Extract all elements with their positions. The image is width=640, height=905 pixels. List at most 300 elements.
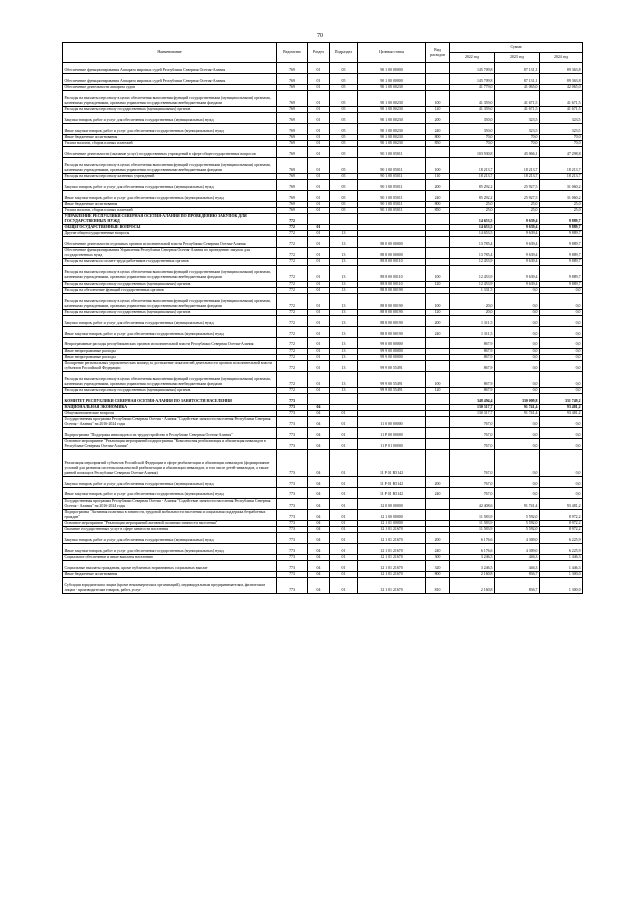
row-subsection: 01	[330, 561, 358, 572]
row-subsection: 13	[330, 281, 358, 287]
row-amount-2022: 13 785,4	[450, 237, 495, 248]
row-department: 769	[277, 123, 308, 134]
row-amount-2024: 9 889,7	[540, 281, 583, 287]
row-amount-2024: 8 972,2	[540, 527, 583, 533]
row-department: 769	[277, 201, 308, 207]
row-target-article: 12 1 00 00000	[358, 509, 426, 520]
table-row	[63, 498, 583, 509]
row-department: 769	[277, 106, 308, 112]
row-section: 01	[308, 157, 330, 173]
row-amount-2024: 25,0	[540, 201, 583, 207]
row-amount-2024: 0,0	[540, 388, 583, 394]
row-name: Основное мероприятие "Реализация мероприятий активной политики занятости населения"	[63, 520, 277, 526]
row-target-article: 88 8 00 00110	[358, 265, 426, 281]
row-name: Поощрение региональных управленческих команд за достижение показателей деятельности органов исполнительной власти субъектов Российской Федерации	[63, 360, 277, 371]
table-row	[63, 90, 583, 106]
row-section: 01	[308, 237, 330, 248]
row-target-article: 99 9 00 55491	[358, 388, 426, 394]
row-expense-type: 100	[426, 371, 450, 387]
row-name: Субсидии юридическим лицам (кроме некоммерческих организаций), индивидуальным предпринимателям, физическим лицам - производителям товаров, работ, услуг	[63, 577, 277, 593]
row-section: 01	[308, 84, 330, 90]
row-name: Оказание государственных услуг в сфере занятости населения	[63, 527, 277, 533]
row-target-article: 88 8 00 00190	[358, 293, 426, 309]
table-row	[63, 394, 583, 405]
row-amount-2024: 93 481,2	[540, 411, 583, 417]
row-section: 01	[308, 309, 330, 315]
table-row	[63, 157, 583, 173]
table-row	[63, 63, 583, 74]
row-amount-2023: 9 639,4	[495, 231, 540, 237]
row-subsection: 13	[330, 293, 358, 309]
row-amount-2022: 85 292,2	[450, 190, 495, 201]
row-target-article: 12 1 01 21670	[358, 577, 426, 593]
row-department: 769	[277, 146, 308, 157]
header-subsection: Подраздел	[330, 43, 358, 63]
row-target-article: 88 0 00 00000	[358, 237, 426, 248]
row-subsection: 05	[330, 180, 358, 191]
row-amount-2024: 0,0	[540, 371, 583, 387]
row-department: 772	[277, 287, 308, 293]
row-subsection: 01	[330, 533, 358, 544]
row-subsection: 01	[330, 476, 358, 487]
row-amount-2022: 11 583,9	[450, 527, 495, 533]
row-amount-2023: 87 131,1	[495, 63, 540, 74]
row-expense-type: 300	[426, 554, 450, 560]
row-section: 01	[308, 348, 330, 354]
row-amount-2023: 323,5	[495, 113, 540, 124]
row-amount-2024: 0,0	[540, 326, 583, 337]
row-name: Расходы на выплаты персоналу в целях обеспечения выполнения функций государственными (муниципальными) органами, казенными учреждениями, органами управления государственными внебюджетными фондами	[63, 293, 277, 309]
row-amount-2022: 12 453,9	[450, 281, 495, 287]
row-target-article: 90 1 00 00230	[358, 134, 426, 140]
row-subsection: 05	[330, 201, 358, 207]
row-name: Расходы на выплаты персоналу в целях обеспечения выполнения функций государственными (муниципальными) органами, казенными учреждениями, органами управления государственными внебюджетными фондами	[63, 265, 277, 281]
row-amount-2022: 145 709,8	[450, 73, 495, 84]
row-subsection: 05	[330, 207, 358, 213]
table-row	[63, 326, 583, 337]
table-row	[63, 337, 583, 348]
row-target-article: 90 1 00 05011	[358, 157, 426, 173]
row-section: 04	[308, 439, 330, 450]
row-amount-2022: 42 408,6	[450, 498, 495, 509]
row-department: 769	[277, 84, 308, 90]
row-amount-2023: 25 927,5	[495, 190, 540, 201]
row-section: 01	[308, 259, 330, 265]
row-section: 01	[308, 173, 330, 179]
row-amount-2023: 9 639,4	[495, 259, 540, 265]
row-amount-2024: 9 889,7	[540, 225, 583, 231]
row-amount-2024: 331 749,2	[540, 394, 583, 405]
row-target-article: 99 9 00 00000	[358, 354, 426, 360]
row-name: Обеспечение деятельности отдельных органов исполнительной власти Республики Северная Осетия-Алания	[63, 237, 277, 248]
row-name: Государственная программа Республики Северная Осетия - Алания "Содействие занятости населения Республики Северная Осетия - Алания" на 2016-2024 годы	[63, 498, 277, 509]
row-expense-type: 810	[426, 577, 450, 593]
row-subsection: 13	[330, 348, 358, 354]
row-amount-2024: 0,0	[540, 309, 583, 315]
row-amount-2022: 70,0	[450, 140, 495, 146]
row-target-article: 90 1 00 05011	[358, 173, 426, 179]
row-subsection: 13	[330, 354, 358, 360]
row-department: 773	[277, 450, 308, 476]
row-expense-type: 110	[426, 173, 450, 179]
row-name: Обеспечение функционирования Аппарата мировых судей Республики Северная Осетия-Алания	[63, 73, 277, 84]
row-amount-2023: 9 639,4	[495, 225, 540, 231]
row-name: Уплата налогов, сборов и иных платежей	[63, 207, 277, 213]
row-section: 01	[308, 337, 330, 348]
table-row	[63, 561, 583, 572]
row-amount-2022: 18 213,7	[450, 157, 495, 173]
row-section: 01	[308, 287, 330, 293]
row-section: 04	[308, 417, 330, 428]
table-row	[63, 544, 583, 555]
row-subsection: 13	[330, 315, 358, 326]
row-subsection: 13	[330, 309, 358, 315]
row-target-article: 90 1 00 00230	[358, 90, 426, 106]
row-subsection: 13	[330, 287, 358, 293]
row-amount-2024: 0,0	[540, 287, 583, 293]
row-amount-2022: 767,0	[450, 417, 495, 428]
row-amount-2023: 9 639,4	[495, 248, 540, 259]
row-name: Иные бюджетные ассигнования	[63, 571, 277, 577]
row-amount-2023: 25 927,5	[495, 180, 540, 191]
row-amount-2023: 25,0	[495, 207, 540, 213]
row-section: 01	[308, 207, 330, 213]
row-subsection: 05	[330, 190, 358, 201]
row-section: 01	[308, 388, 330, 394]
row-section: 01	[308, 90, 330, 106]
row-amount-2022: 103 930,8	[450, 146, 495, 157]
row-amount-2022: 867,9	[450, 371, 495, 387]
row-amount-2024: 31 060,2	[540, 190, 583, 201]
row-amount-2023: 0,0	[495, 337, 540, 348]
row-name: Государственная программа Республики Северная Осетия - Алания "Содействие занятости населения Республики Северная Осетия - Алания" на 2016-2024 годы	[63, 417, 277, 428]
row-name: Иные закупки товаров, работ и услуг для обеспечения государственных (муниципальных) нужд	[63, 487, 277, 498]
row-expense-type: 200	[426, 180, 450, 191]
row-target-article: 88 8 00 00000	[358, 248, 426, 259]
row-expense-type: 800	[426, 134, 450, 140]
row-amount-2024: 47 298,8	[540, 146, 583, 157]
row-target-article: 12 1 01 21670	[358, 554, 426, 560]
row-amount-2023: 0,0	[495, 487, 540, 498]
row-section: 04	[308, 520, 330, 526]
row-subsection: 01	[330, 509, 358, 520]
row-amount-2024: 9 889,7	[540, 237, 583, 248]
row-amount-2023: 70,0	[495, 140, 540, 146]
row-expense-type: 850	[426, 140, 450, 146]
row-section: 01	[308, 190, 330, 201]
row-target-article	[358, 213, 426, 224]
row-name: Обеспечение функционирования Аппарата мировых судей Республики Северная Осетия-Алания	[63, 63, 277, 74]
row-amount-2023: 41 671,5	[495, 90, 540, 106]
row-expense-type: 100	[426, 293, 450, 309]
row-amount-2023: 0,0	[495, 348, 540, 354]
row-department: 772	[277, 259, 308, 265]
row-name: Расходы на выплаты по оплате труда работников государственных органов	[63, 259, 277, 265]
row-amount-2023: 18 213,7	[495, 173, 540, 179]
row-amount-2024: 93 481,2	[540, 404, 583, 410]
row-section: 01	[308, 123, 330, 134]
row-target-article: 12 1 01 21670	[358, 561, 426, 572]
row-section: 01	[308, 360, 330, 371]
row-department: 769	[277, 140, 308, 146]
row-amount-2022: 25,0	[450, 201, 495, 207]
row-subsection: 05	[330, 173, 358, 179]
row-section: 01	[308, 225, 330, 231]
row-amount-2023: 45 066,1	[495, 146, 540, 157]
row-department: 772	[277, 265, 308, 281]
row-amount-2024: 0,0	[540, 315, 583, 326]
row-department: 769	[277, 90, 308, 106]
row-section: 01	[308, 326, 330, 337]
header-name: Наименование	[63, 43, 277, 63]
row-amount-2023: 0,0	[495, 326, 540, 337]
row-target-article: 90 1 00 05011	[358, 201, 426, 207]
row-department: 773	[277, 554, 308, 560]
row-section: 01	[308, 315, 330, 326]
row-name: Обеспечение деятельности (оказание услуг) государственных учреждений в сфере общегосударственных вопросов	[63, 146, 277, 157]
row-department: 769	[277, 157, 308, 173]
row-section: 04	[308, 544, 330, 555]
table-row	[63, 533, 583, 544]
row-department: 772	[277, 354, 308, 360]
row-name: Иные непрограммные расходы	[63, 348, 277, 354]
row-expense-type: 240	[426, 190, 450, 201]
row-name: Иные закупки товаров, работ и услуг для обеспечения государственных (муниципальных) нужд	[63, 326, 277, 337]
row-name: Закупка товаров, работ и услуг для обеспечения государственных (муниципальных) нужд	[63, 315, 277, 326]
row-department: 772	[277, 281, 308, 287]
row-amount-2023: 0,0	[495, 315, 540, 326]
row-name: ОБЩЕГОСУДАРСТВЕННЫЕ ВОПРОСЫ	[63, 225, 277, 231]
row-subsection	[330, 394, 358, 405]
row-amount-2024: 42 065,0	[540, 84, 583, 90]
row-name: Расходы на выплаты персоналу государственных (муниципальных) органов	[63, 281, 277, 287]
row-amount-2023: 0,0	[495, 309, 540, 315]
row-department: 769	[277, 63, 308, 74]
row-section: 04	[308, 411, 330, 417]
row-amount-2023: 836,7	[495, 577, 540, 593]
row-department: 773	[277, 411, 308, 417]
row-amount-2023: 330 009,8	[495, 394, 540, 405]
row-amount-2022: 1 311,5	[450, 315, 495, 326]
row-name: Общеэкономические вопросы	[63, 411, 277, 417]
row-expense-type: 120	[426, 281, 450, 287]
row-amount-2024: 18 213,7	[540, 157, 583, 173]
row-amount-2022: 867,9	[450, 388, 495, 394]
row-amount-2023: 25,0	[495, 201, 540, 207]
row-subsection: 05	[330, 84, 358, 90]
row-target-article: 12 1 01 21670	[358, 571, 426, 577]
row-amount-2022: 130 317,7	[450, 404, 495, 410]
row-name: Расходы на выплаты персоналу государственных (муниципальных) органов	[63, 106, 277, 112]
row-section: 01	[308, 248, 330, 259]
row-amount-2024: 6 225,9	[540, 544, 583, 555]
row-subsection: 01	[330, 411, 358, 417]
row-amount-2023: 41 671,5	[495, 106, 540, 112]
row-amount-2024: 31 060,2	[540, 180, 583, 191]
row-department: 773	[277, 544, 308, 555]
row-department: 772	[277, 309, 308, 315]
row-amount-2022: 41 779,0	[450, 84, 495, 90]
row-section: 01	[308, 113, 330, 124]
row-expense-type	[426, 394, 450, 405]
row-subsection: 13	[330, 388, 358, 394]
row-subsection: 01	[330, 439, 358, 450]
row-subsection: 01	[330, 498, 358, 509]
table-row	[63, 360, 583, 371]
row-amount-2024: 323,5	[540, 123, 583, 134]
table-row	[63, 428, 583, 439]
row-subsection: 13	[330, 231, 358, 237]
row-amount-2022: 2 160,8	[450, 577, 495, 593]
row-department: 773	[277, 561, 308, 572]
table-row	[63, 213, 583, 224]
header-department: Ведомство	[277, 43, 308, 63]
row-amount-2022: 348 494,4	[450, 394, 495, 405]
row-target-article: 88 8 00 00190	[358, 315, 426, 326]
row-amount-2024: 323,5	[540, 113, 583, 124]
row-subsection: 13	[330, 248, 358, 259]
row-amount-2024: 1 300,0	[540, 571, 583, 577]
row-section: 04	[308, 428, 330, 439]
row-section: 01	[308, 73, 330, 84]
row-name: Закупка товаров, работ и услуг для обеспечения государственных (муниципальных) нужд	[63, 113, 277, 124]
table-row	[63, 371, 583, 387]
row-subsection: 13	[330, 360, 358, 371]
row-expense-type	[426, 337, 450, 348]
table-row	[63, 265, 583, 281]
row-subsection: 13	[330, 237, 358, 248]
row-amount-2024: 0,0	[540, 348, 583, 354]
row-amount-2022: 14 653,5	[450, 213, 495, 224]
row-department: 773	[277, 476, 308, 487]
header-year-2022: 2022 год	[450, 53, 495, 63]
row-expense-type: 800	[426, 201, 450, 207]
row-amount-2022: 70,0	[450, 134, 495, 140]
row-subsection: 13	[330, 337, 358, 348]
row-department: 769	[277, 113, 308, 124]
row-target-article: 11 Р 01 R5142	[358, 476, 426, 487]
row-section: 04	[308, 527, 330, 533]
budget-table-body	[63, 63, 583, 594]
row-department: 772	[277, 360, 308, 371]
row-expense-type	[426, 417, 450, 428]
row-target-article: 11 0 00 00000	[358, 417, 426, 428]
row-amount-2022: 867,9	[450, 337, 495, 348]
row-subsection: 01	[330, 428, 358, 439]
row-amount-2022: 14 653,5	[450, 225, 495, 231]
row-amount-2023: 0,0	[495, 428, 540, 439]
row-expense-type: 800	[426, 571, 450, 577]
row-subsection: 05	[330, 113, 358, 124]
row-target-article: 90 1 00 05011	[358, 180, 426, 191]
row-expense-type: 100	[426, 90, 450, 106]
row-department: 772	[277, 237, 308, 248]
row-amount-2022: 11 583,9	[450, 509, 495, 520]
row-amount-2023: 9 639,4	[495, 237, 540, 248]
row-amount-2023: 5 592,0	[495, 527, 540, 533]
row-target-article: 90 1 00 05011	[358, 207, 426, 213]
row-target-article: 90 1 00 05011	[358, 146, 426, 157]
row-amount-2024: 89 363,8	[540, 63, 583, 74]
row-amount-2023: 91 741,4	[495, 411, 540, 417]
row-amount-2023: 70,0	[495, 134, 540, 140]
header-year-2023: 2023 год	[495, 53, 540, 63]
row-department: 769	[277, 190, 308, 201]
table-row	[63, 509, 583, 520]
row-amount-2024: 6 225,9	[540, 533, 583, 544]
row-department: 769	[277, 134, 308, 140]
row-name: Расходы на обеспечение функций государственных органов	[63, 287, 277, 293]
row-amount-2024: 0,0	[540, 439, 583, 450]
row-subsection: 05	[330, 140, 358, 146]
table-row	[63, 577, 583, 593]
row-amount-2022: 350,0	[450, 123, 495, 134]
table-row	[63, 315, 583, 326]
row-subsection: 01	[330, 577, 358, 593]
row-section: 01	[308, 231, 330, 237]
row-department: 773	[277, 404, 308, 410]
header-expense-type: Вид расходов	[426, 43, 450, 63]
row-department: 772	[277, 213, 308, 224]
row-amount-2022: 41 359,0	[450, 90, 495, 106]
row-section: 01	[308, 371, 330, 387]
row-section: 04	[308, 498, 330, 509]
row-amount-2022: 6 176,6	[450, 533, 495, 544]
row-amount-2023: 4 309,0	[495, 544, 540, 555]
row-amount-2022: 12 453,9	[450, 265, 495, 281]
row-name: Непрограммные расходы республиканских органов исполнительной власти Республики Северная Осетия-Алания	[63, 337, 277, 348]
row-target-article: 12 1 01 21670	[358, 527, 426, 533]
row-target-article: 88 8 00 00110	[358, 259, 426, 265]
row-amount-2022: 350,0	[450, 113, 495, 124]
table-row	[63, 73, 583, 84]
row-department: 773	[277, 394, 308, 405]
row-amount-2023: 5 592,0	[495, 509, 540, 520]
row-subsection: 01	[330, 554, 358, 560]
row-name: Иные закупки товаров, работ и услуг для обеспечения государственных (муниципальных) нужд	[63, 190, 277, 201]
row-name: Иные непрограммные расходы	[63, 354, 277, 360]
row-subsection	[330, 213, 358, 224]
row-amount-2023: 9 639,4	[495, 265, 540, 281]
row-expense-type: 850	[426, 207, 450, 213]
header-section: Раздел	[308, 43, 330, 63]
row-expense-type: 100	[426, 265, 450, 281]
row-section: 04	[308, 476, 330, 487]
row-amount-2023: 0,0	[495, 360, 540, 371]
row-department: 773	[277, 417, 308, 428]
row-section: 04	[308, 554, 330, 560]
row-department: 772	[277, 248, 308, 259]
row-subsection: 05	[330, 73, 358, 84]
row-amount-2022: 767,0	[450, 450, 495, 476]
budget-table	[62, 42, 583, 594]
row-name: Расходы на выплаты персоналу государственных (муниципальных) органов	[63, 388, 277, 394]
row-target-article: 11 Р 01 R5142	[358, 487, 426, 498]
row-subsection: 05	[330, 63, 358, 74]
row-amount-2022: 6 176,6	[450, 544, 495, 555]
row-target-article: 90 1 00 00230	[358, 140, 426, 146]
row-subsection: 01	[330, 544, 358, 555]
row-amount-2023: 0,0	[495, 354, 540, 360]
row-amount-2022: 130 317,7	[450, 411, 495, 417]
row-subsection: 05	[330, 146, 358, 157]
row-section: 04	[308, 509, 330, 520]
row-subsection: 01	[330, 527, 358, 533]
row-expense-type: 120	[426, 388, 450, 394]
row-target-article: 90 1 00 00230	[358, 84, 426, 90]
row-target-article: 90 1 00 05011	[358, 190, 426, 201]
table-row	[63, 417, 583, 428]
